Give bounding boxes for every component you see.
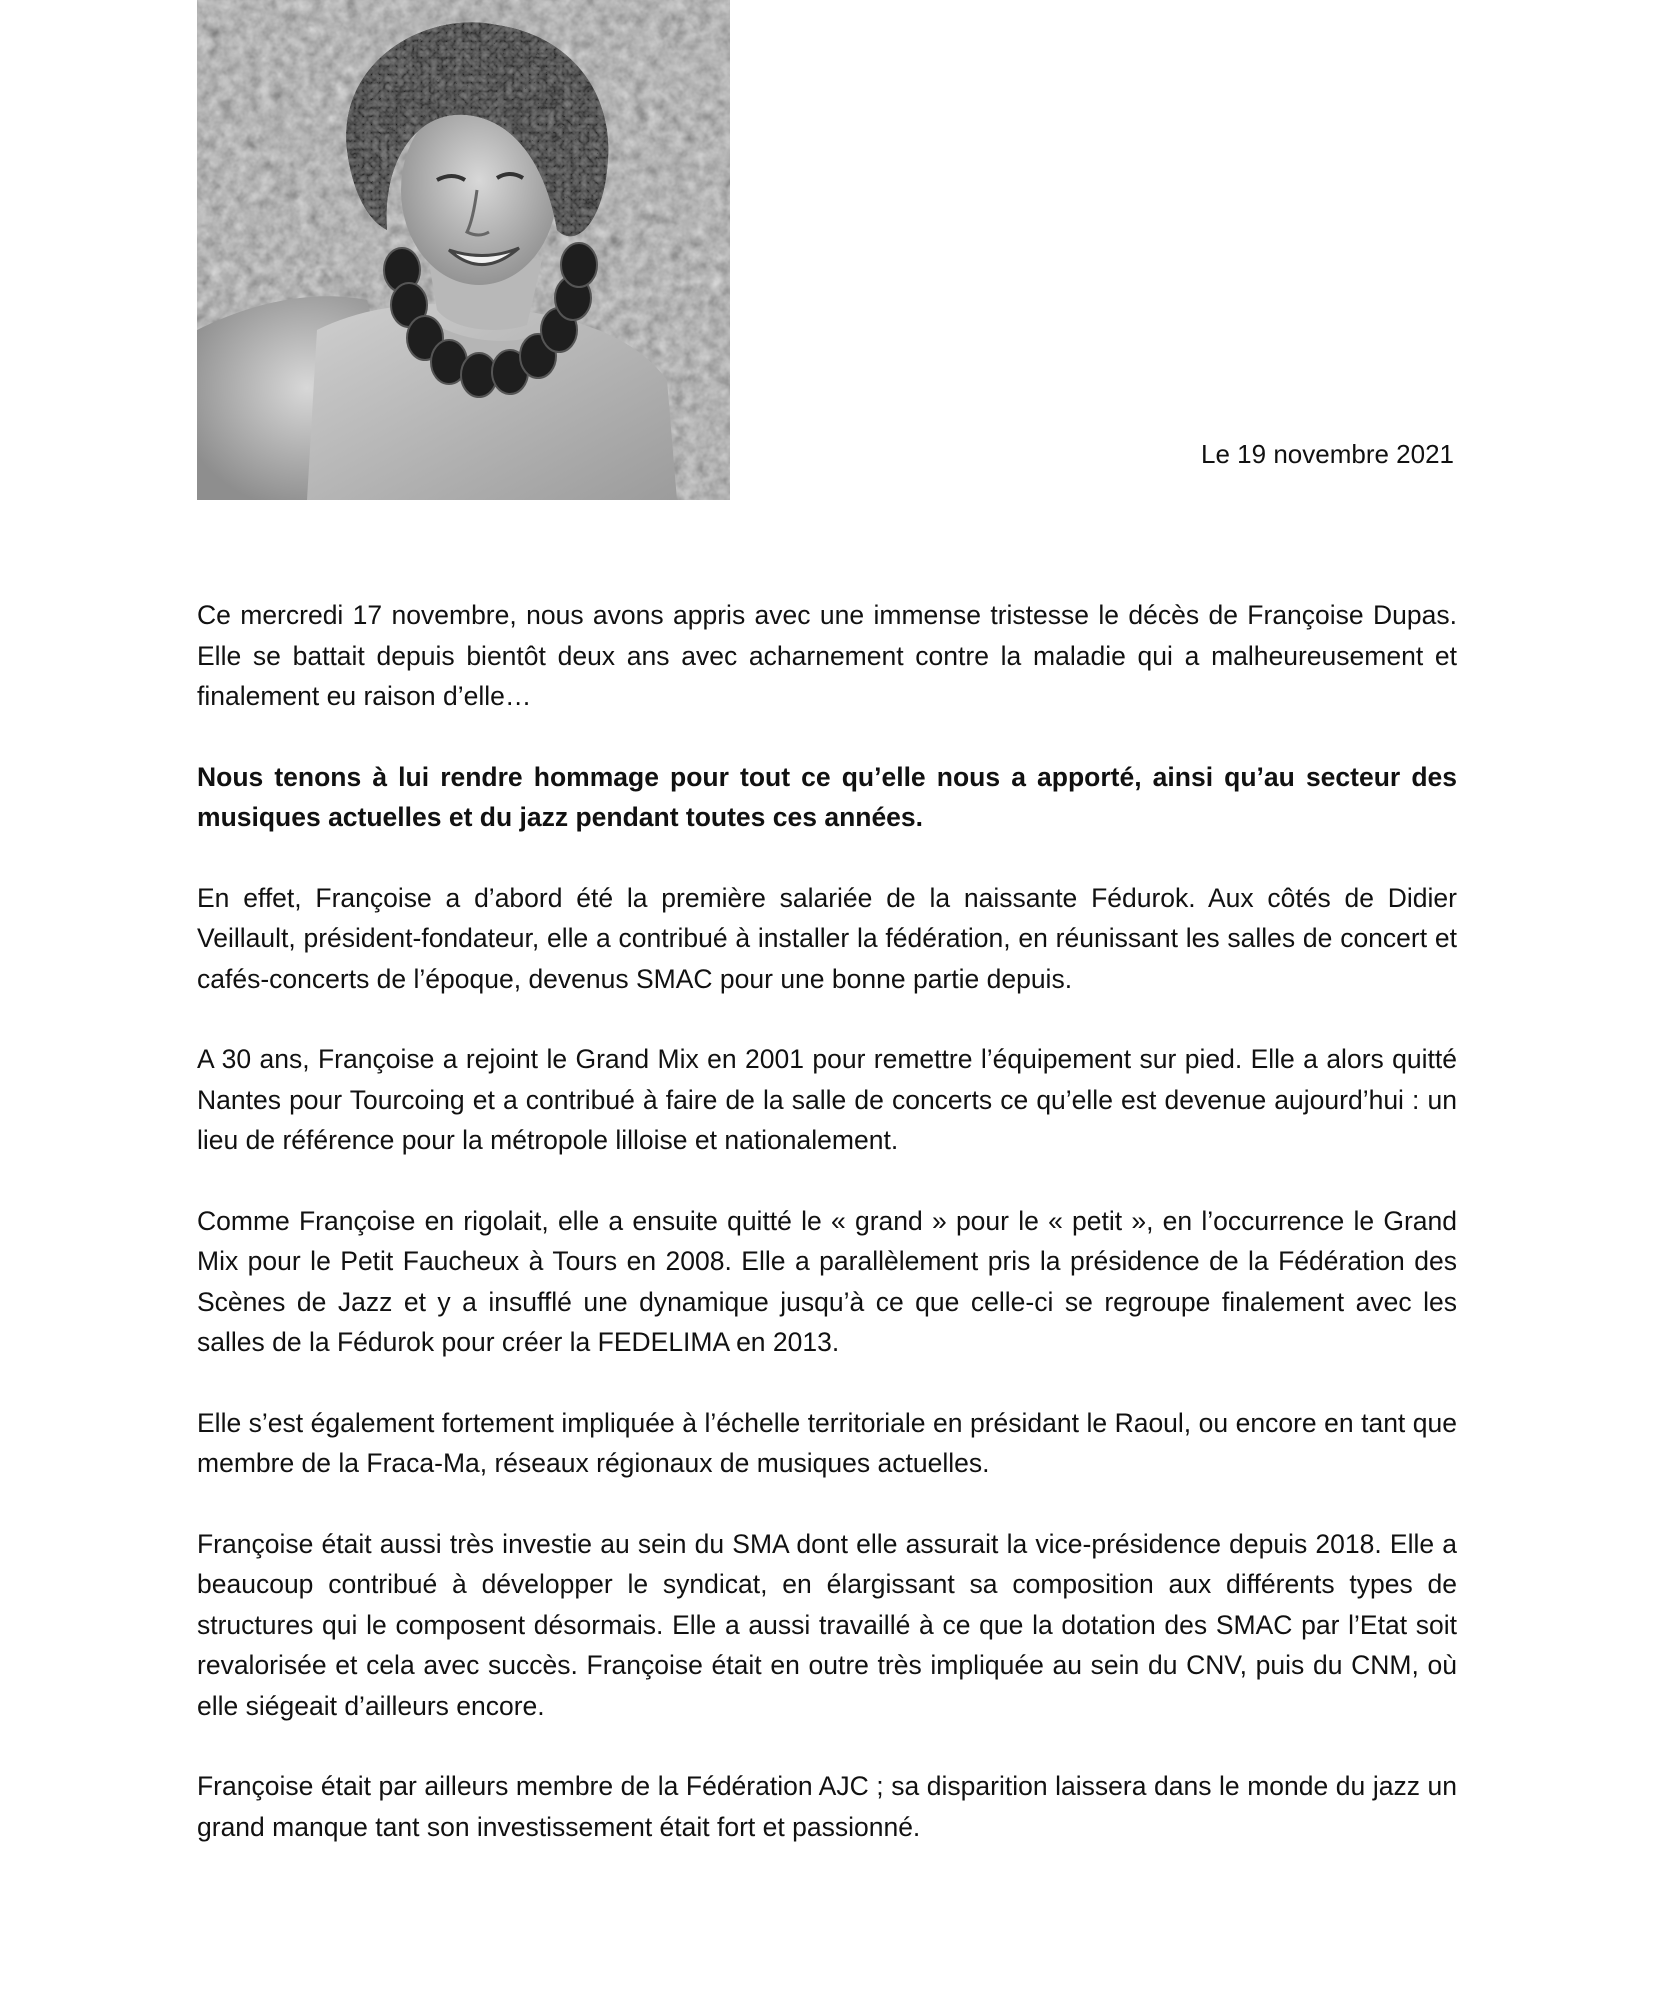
paragraph: En effet, Françoise a d’abord été la première salariée de la naissante Fédurok. Aux côtés de Didier Veillault, président-fondateur, elle a contribué à installer la fédération, en réunissant les salles de concert et cafés-concerts de l’époque, devenus SMAC pour une bonne partie depuis.	[197, 882, 1457, 994]
paragraph: Elle s’est également fortement impliquée à l’échelle territoriale en présidant le Raoul, ou encore en tant que membre de la Fraca-Ma, réseaux régionaux de musiques actuelles.	[197, 1407, 1457, 1478]
article-body	[197, 595, 1457, 1887]
paragraph: A 30 ans, Françoise a rejoint le Grand Mix en 2001 pour remettre l’équipement sur pied. Elle a alors quitté Nantes pour Tourcoing et a contribué à faire de la salle de concerts ce qu’elle est devenue aujourd’hui : un lieu de référence pour la métropole lilloise et nationalement.	[197, 1044, 1457, 1155]
paragraph: Comme Françoise en rigolait, elle a ensuite quitté le « grand » pour le « petit », en l’occurrence le Grand Mix pour le Petit Faucheux à Tours en 2008. Elle a parallèlement pris la présidence de la Fédération des Scènes de Jazz et y a insufflé une dynamique jusqu’à ce que celle-ci se regroupe finalement avec les salles de la Fédurok pour créer la FEDELIMA en 2013.	[197, 1205, 1457, 1357]
paragraph: Françoise était aussi très investie au sein du SMA dont elle assurait la vice-présidence depuis 2018. Elle a beaucoup contribué à développer le syndicat, en élargissant sa composition aux différents types de structures qui le composent désormais. Elle a aussi travaillé à ce que la dotation des SMAC par l’Etat soit revalorisée et cela avec succès. Françoise était en outre très impliquée au sein du CNV, puis du CNM, où elle siégeait d’ailleurs encore.	[197, 1528, 1457, 1721]
portrait-photo	[197, 0, 730, 500]
paragraph: Ce mercredi 17 novembre, nous avons appris avec une immense tristesse le décès de Françoise Dupas. Elle se battait depuis bientôt deux ans avec acharnement contre la maladie qui a malheureusement et finalement eu raison d’elle…	[197, 600, 1457, 711]
tribute-lead-paragraph: Nous tenons à lui rendre hommage pour tout ce qu’elle nous a apporté, ainsi qu’au secteur des musiques actuelles et du jazz pendant toutes ces années.	[197, 761, 1457, 832]
date-line: Le 19 novembre 2021	[1201, 439, 1454, 469]
paragraph: Françoise était par ailleurs membre de la Fédération AJC ; sa disparition laissera dans le monde du jazz un grand manque tant son investissement était fort et passionné.	[197, 1771, 1457, 1842]
